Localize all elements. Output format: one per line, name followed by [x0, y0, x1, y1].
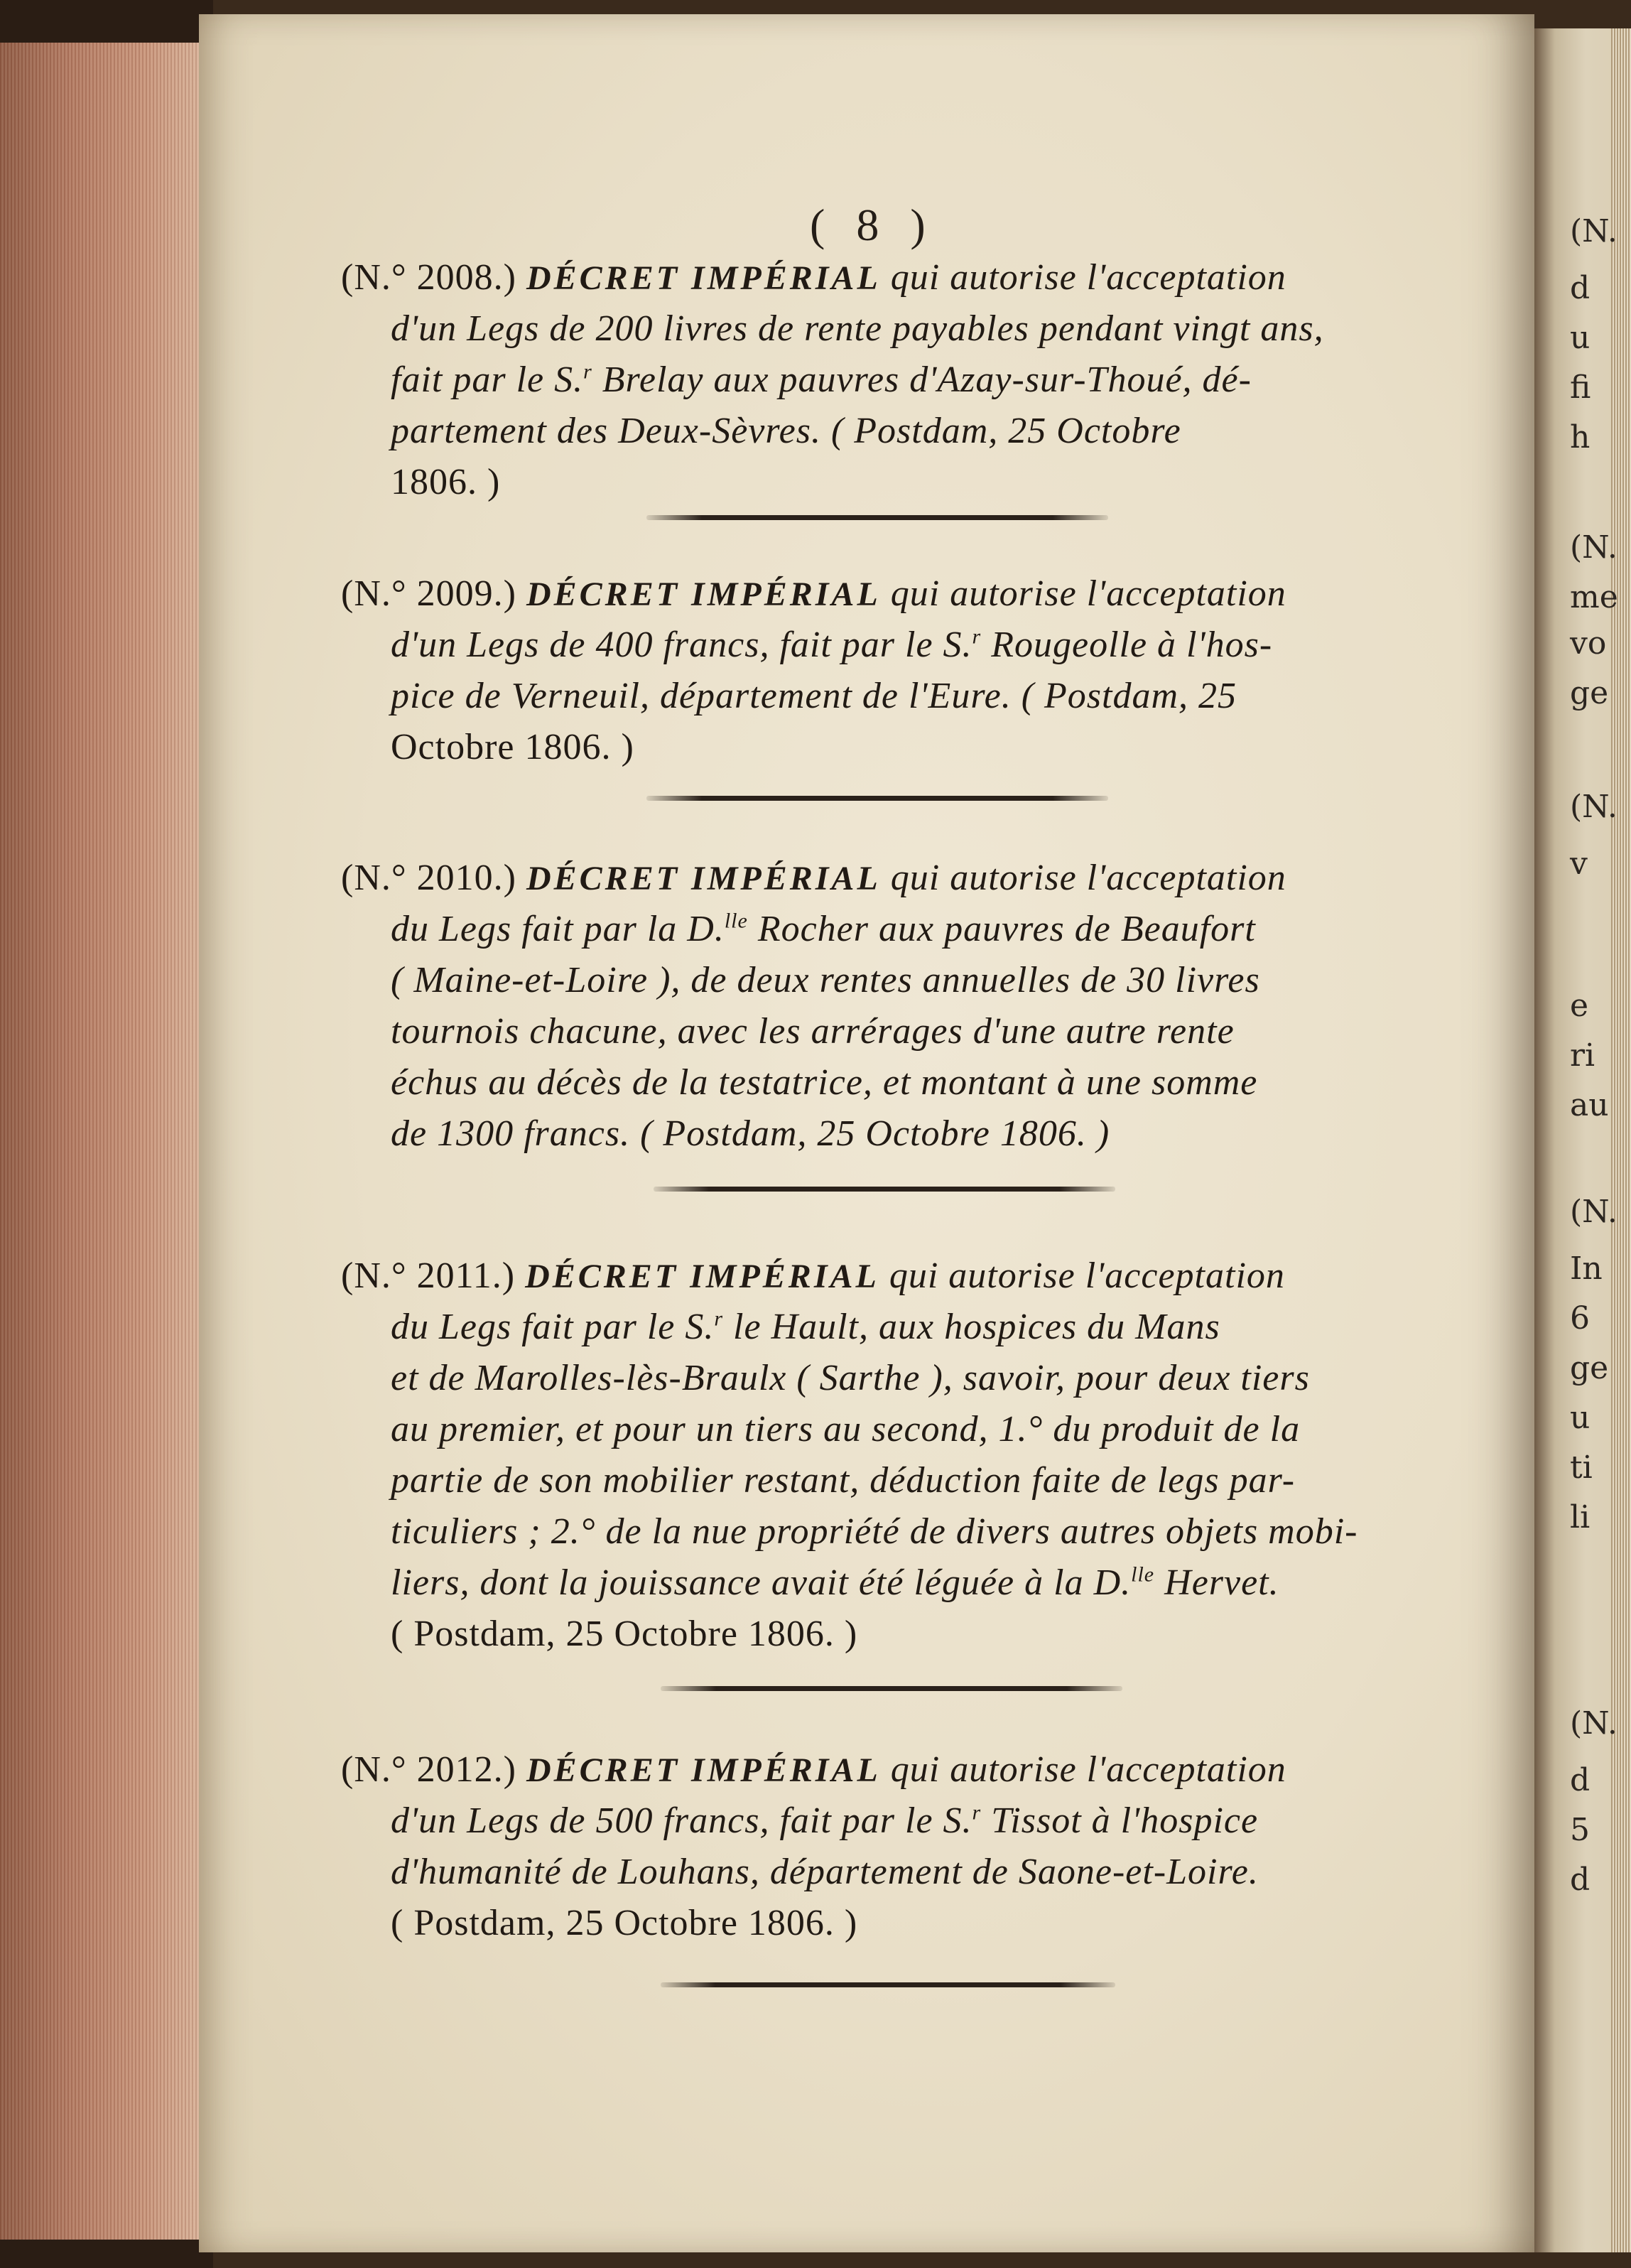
entry-line: d'un Legs de 500 francs, fait par le S.$^r$ Tissot à l'hospice [391, 1800, 1259, 1841]
page-number: ( 8 ) [810, 200, 936, 250]
book-scan: ( 8 ) (N.° 2008.) DÉCRET IMPÉRIAL qui autorise l'acceptation d'un Legs de 200 livres de rente payables pendant vingt ans, fait par le S.$^r$ Brelay aux pauvres d'Azay-sur-Thoué, dé- partement des Deux-Sèvres. ( Postdam, 25 Octobre 1806. ) (N.° 2009.) DÉCRET IMPÉRIAL qui autorise l'acceptation d'un Legs de 400 francs, fait par le S.$^r$ Rougeolle à l'hos- pice de Verneuil, département de l'Eure. ( Postdam, 25 Octobre 1806. ) (N.° 2010.) DÉCRET IMPÉRIAL qui autorise l'acceptation du Legs fait par la D.$^{lle}$ Rocher aux pauvres de Beaufort ( Maine-et-Loire ), de deux rentes annuelles de 30 livres tournois chacune, avec les arrérages d'une autre rente échus au décès de la testatrice, et montant à une somme de 1300 francs. ( Postdam, 25 Octobre 1806. ) (N.° 2011.) DÉCRET IMPÉRIAL qui autorise l'acceptation du Legs fait par le S.$^r$ le Hault, aux hospices du Mans et de Marolles-lès-Braulx ( Sarthe ), savoir, pour deux tiers au premier, et pour un tiers au second, 1.° du produit de la partie de son mobilier restant, déduction faite de legs par- ticuliers ; 2.° de la nue propriété de divers autres objets mobi- liers, dont la jouissance avait été léguée à la D.$^{lle}$ Hervet. ( Postdam, 25 Octobre 1806. ) (N.° 2012.) DÉCRET IMPÉRIAL qui autorise l'acceptation d'un Legs de 500 francs, fait par le S.$^r$ Tissot à l'hospice d'humanité de Louhans, département de Saone-et-Loire. ( Postdam, 25 Octobre 1806. ) (N. d u fi h (N. me vo ge (N. v e ri au (N. In 6 ge u ti li (N. d 5 d [0, 0, 1631, 2268]
entry-line: partement des Deux-Sèvres. ( Postdam, 25 Octobre [391, 411, 1181, 451]
entry-line: (N.° 2008.) DÉCRET IMPÉRIAL qui autorise l'acceptation [341, 257, 1286, 298]
entry-line: ( Postdam, 25 Octobre 1806. ) [391, 1903, 858, 1943]
decree-entry-2009 [341, 568, 1421, 773]
entry-line: du Legs fait par la D.$^{lle}$ Rocher aux pauvres de Beaufort [391, 909, 1256, 949]
entry-line: d'un Legs de 200 livres de rente payables pendant vingt ans, [391, 308, 1324, 349]
entry-line: pice de Verneuil, département de l'Eure. ( Postdam, 25 [391, 676, 1237, 716]
decree-entry-2010 [341, 853, 1421, 1160]
entry-line: (N.° 2010.) DÉCRET IMPÉRIAL qui autorise l'acceptation [341, 858, 1286, 898]
entry-line: au premier, et pour un tiers au second, 1.° du produit de la [391, 1409, 1301, 1449]
separator-rule [646, 796, 1108, 801]
entry-line: liers, dont la jouissance avait été léguée à la D.$^{lle}$ Hervet. [391, 1562, 1279, 1603]
entry-line: (N.° 2011.) DÉCRET IMPÉRIAL qui autorise l'acceptation [341, 1256, 1285, 1296]
entry-line: ticuliers ; 2.° de la nue propriété de divers autres objets mobi- [391, 1511, 1358, 1552]
decree-entry-2008 [341, 252, 1421, 508]
entry-line: 1806. ) [391, 462, 501, 502]
decree-entry-2011 [341, 1251, 1421, 1660]
right-page-edges [1611, 28, 1631, 2252]
background-top-left [0, 0, 213, 43]
entry-line: (N.° 2012.) DÉCRET IMPÉRIAL qui autorise l'acceptation [341, 1749, 1286, 1790]
background-bottom-left [0, 2240, 213, 2268]
entry-line: fait par le S.$^r$ Brelay aux pauvres d'Azay-sur-Thoué, dé- [391, 360, 1252, 400]
entry-line: ( Maine-et-Loire ), de deux rentes annuelles de 30 livres [391, 960, 1260, 1000]
separator-rule [661, 1686, 1122, 1691]
decree-entry-2012 [341, 1744, 1421, 1949]
entry-line: (N.° 2009.) DÉCRET IMPÉRIAL qui autorise l'acceptation [341, 573, 1286, 614]
entry-line: ( Postdam, 25 Octobre 1806. ) [391, 1614, 858, 1654]
left-page-edges [0, 21, 207, 2245]
entry-line: d'humanité de Louhans, département de Saone-et-Loire. [391, 1852, 1259, 1892]
separator-rule [661, 1982, 1115, 1987]
separator-rule [646, 515, 1108, 520]
entry-line: et de Marolles-lès-Braulx ( Sarthe ), savoir, pour deux tiers [391, 1358, 1310, 1398]
entry-line: tournois chacune, avec les arrérages d'une autre rente [391, 1011, 1235, 1052]
entry-line: partie de son mobilier restant, déduction faite de legs par- [391, 1460, 1296, 1501]
entry-line: de 1300 francs. ( Postdam, 25 Octobre 1806. ) [391, 1113, 1110, 1154]
entry-line: du Legs fait par le S.$^r$ le Hault, aux hospices du Mans [391, 1307, 1220, 1347]
entry-line: Octobre 1806. ) [391, 727, 634, 767]
entry-line: échus au décès de la testatrice, et montant à une somme [391, 1062, 1258, 1103]
entry-line: d'un Legs de 400 francs, fait par le S.$^r$ Rougeolle à l'hos- [391, 625, 1273, 665]
separator-rule [654, 1187, 1115, 1192]
